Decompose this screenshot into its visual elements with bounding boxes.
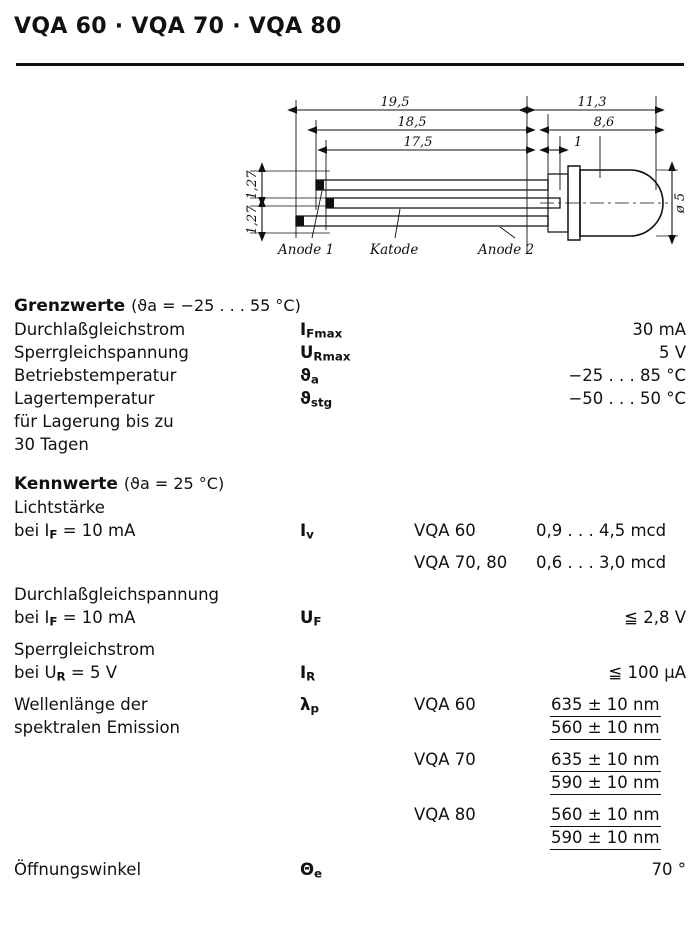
wavelength-group-1-type: VQA 70 — [414, 750, 476, 769]
angle-symbol: $\Theta_e$ — [300, 860, 323, 881]
label-anode-1: Anode 1 — [278, 242, 335, 258]
reverse-current-label-2: bei $U_R = 5$ V — [14, 663, 118, 684]
forward-voltage-label-2: bei $I_F = 10$ mA — [14, 608, 136, 629]
table-row — [14, 368, 686, 391]
table-row — [14, 775, 686, 798]
limits-row-1-value: 5 V — [658, 343, 686, 362]
forward-voltage-symbol: $U_F$ — [300, 608, 322, 629]
dim-right-inner: 8,6 — [593, 115, 615, 130]
wavelength-group-2-type: VQA 80 — [414, 805, 476, 824]
luminous-row-0-type: VQA 60 — [414, 521, 476, 540]
reverse-current-value: ≦ 100 µA — [608, 663, 686, 682]
title-divider — [16, 63, 684, 66]
wavelength-group-1-value-1: 590 ± 10 nm — [550, 775, 661, 797]
luminous-name-line-1 — [14, 500, 686, 523]
forward-voltage-name-line-1 — [14, 587, 686, 610]
wavelength-label-1: Wellenlänge der — [14, 695, 148, 714]
wavelength-symbol: $\lambda_p$ — [300, 695, 319, 716]
table-row — [14, 523, 686, 546]
table-row — [14, 862, 686, 885]
luminous-row-1-value: 0,6 . . . 3,0 mcd — [536, 553, 667, 572]
limits-row-3-symbol: $ϑ_{stg}$ — [300, 389, 333, 410]
section-heading-characteristics — [14, 476, 686, 493]
wavelength-group-1-value-0: 635 ± 10 nm — [550, 752, 661, 774]
wavelength-group-0-value-0: 635 ± 10 nm — [550, 697, 661, 719]
limits-row-0-symbol: $I_{Fmax}$ — [300, 320, 343, 341]
limits-row-1-name: Sperrgleichspannung — [14, 343, 189, 362]
luminous-row-0-value: 0,9 . . . 4,5 mcd — [536, 521, 667, 540]
characteristics-condition: (ϑa = 25 °C) — [123, 474, 225, 493]
forward-voltage-label-1: Durchlaßgleichspannung — [14, 585, 220, 604]
reverse-current-name-line-1 — [14, 642, 686, 665]
table-row — [14, 752, 686, 775]
angle-value: 70 ° — [651, 860, 686, 879]
wavelength-label-2: spektralen Emission — [14, 718, 180, 737]
luminous-symbol: $I_v$ — [300, 521, 314, 542]
wavelength-group-2-value-0: 560 ± 10 nm — [550, 807, 661, 829]
table-row — [14, 807, 686, 830]
label-anode-2: Anode 2 — [478, 242, 535, 258]
component-drawing — [0, 78, 700, 290]
table-row — [14, 555, 686, 578]
dim-right-outer: 11,3 — [577, 95, 607, 110]
page-title: VQA 60 · VQA 70 · VQA 80 — [14, 14, 342, 39]
limits-row-0-value: 30 mA — [632, 320, 686, 339]
limits-note-line-1 — [14, 414, 686, 437]
table-row — [14, 830, 686, 853]
forward-voltage-value: ≦ 2,8 V — [624, 608, 686, 627]
angle-label: Öffnungswinkel — [14, 860, 142, 879]
table-row — [14, 665, 686, 688]
table-row — [14, 697, 686, 720]
table-row — [14, 345, 686, 368]
limits-row-0-name: Durchlaßgleichstrom — [14, 320, 186, 339]
reverse-current-label-1: Sperrgleichstrom — [14, 640, 156, 659]
luminous-label-2: bei $I_F = 10$ mA — [14, 521, 136, 542]
limits-condition: (ϑa = −25 . . . 55 °C) — [131, 296, 301, 315]
dim-diameter: ø 5 — [673, 192, 688, 214]
limits-heading-text: Grenzwerte — [14, 296, 126, 316]
dim-right-small: 1 — [573, 135, 583, 150]
specifications — [14, 298, 686, 885]
table-row — [14, 391, 686, 414]
luminous-row-1-type: VQA 70, 80 — [414, 553, 508, 572]
dim-pitch-bottom: 1,27 — [245, 205, 260, 235]
limits-note-line-2 — [14, 437, 686, 460]
limits-row-2-name: Betriebstemperatur — [14, 366, 177, 385]
table-row — [14, 322, 686, 345]
dim-total-top: 19,5 — [380, 95, 410, 110]
wavelength-group-0-value-1: 560 ± 10 nm — [550, 720, 661, 742]
wavelength-group-0-type: VQA 60 — [414, 695, 476, 714]
section-heading-limits — [14, 298, 686, 315]
limits-row-3-name: Lagertemperatur — [14, 389, 155, 408]
drawing-svg — [0, 78, 700, 290]
luminous-label-1: Lichtstärke — [14, 498, 105, 517]
limits-row-2-value: −25 . . . 85 °C — [568, 366, 686, 385]
label-katode: Katode — [370, 242, 419, 258]
reverse-current-symbol: $I_R$ — [300, 663, 316, 684]
table-row — [14, 610, 686, 633]
dim-second: 18,5 — [397, 115, 427, 130]
limits-row-1-symbol: $U_{Rmax}$ — [300, 343, 351, 364]
characteristics-heading-text: Kennwerte — [14, 474, 118, 494]
limits-row-2-symbol: $ϑ_a$ — [300, 366, 319, 387]
limits-note-1: für Lagerung bis zu — [14, 412, 174, 431]
dim-pitch-top: 1,27 — [245, 170, 260, 200]
table-row — [14, 720, 686, 743]
dim-third: 17,5 — [403, 135, 433, 150]
limits-note-2: 30 Tagen — [14, 435, 89, 454]
wavelength-group-2-value-1: 590 ± 10 nm — [550, 830, 661, 852]
limits-row-3-value: −50 . . . 50 °C — [568, 389, 686, 408]
